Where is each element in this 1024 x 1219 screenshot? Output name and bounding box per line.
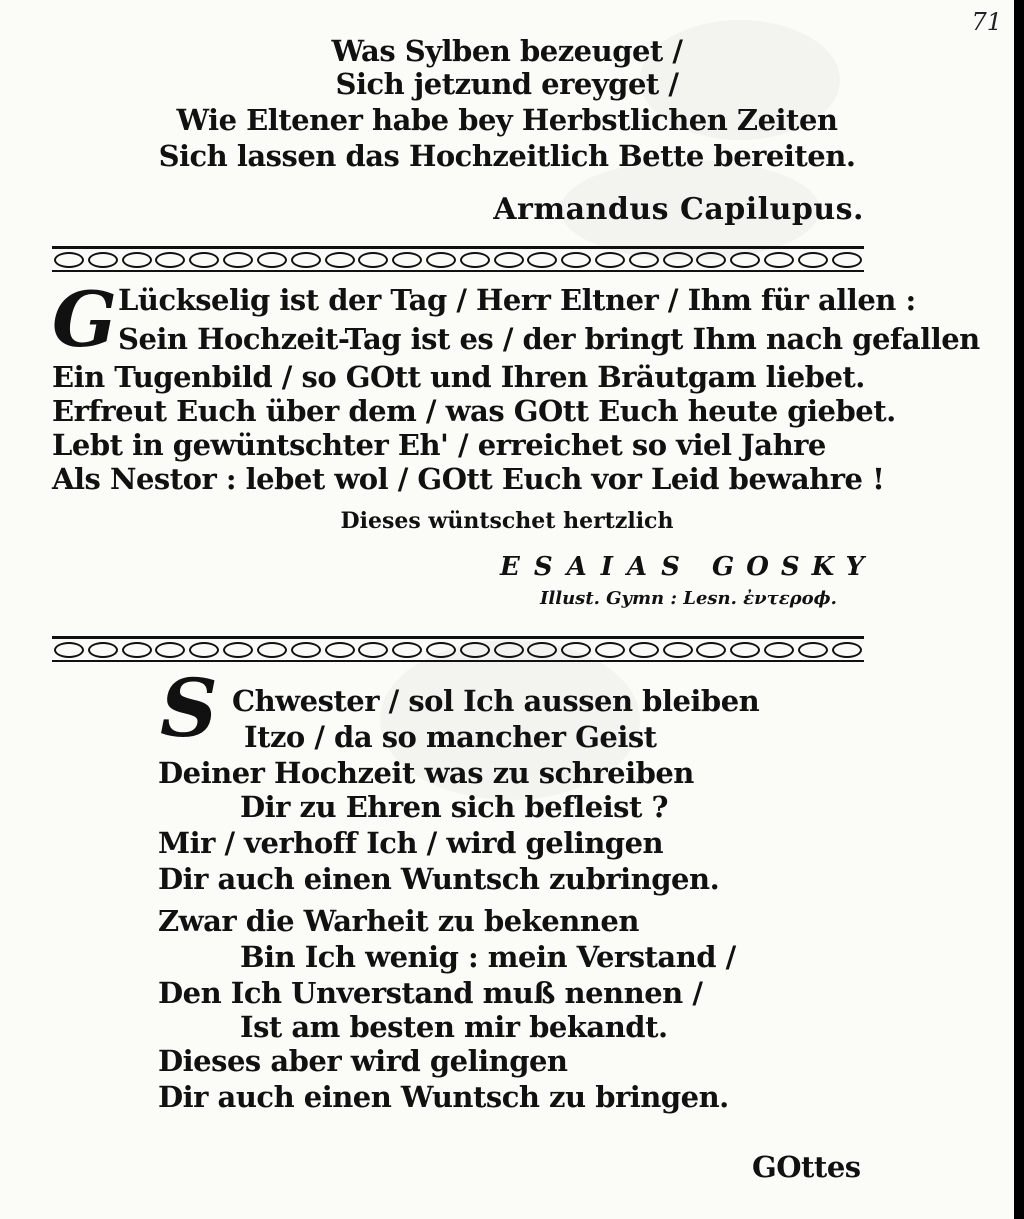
signer-first-name: ESAIAS (500, 552, 694, 582)
signer-affiliation: Illust. Gymn : Lesn. ἐντεροϕ. (540, 588, 837, 609)
stanza1-line: Sich jetzund ereyget / (335, 67, 679, 101)
signer-name (500, 552, 877, 582)
poem3-line: Den Ich Unverstand muß nennen / (158, 976, 703, 1010)
author-armandus: Armandus Capilupus. (493, 192, 864, 227)
stanza1-line: Sich lassen das Hochzeitlich Bette bereiten. (158, 139, 856, 173)
ornament-border (52, 636, 864, 662)
poem3-line: Mir / verhoff Ich / wird gelingen (158, 826, 664, 860)
stanza1-line: Was Sylben bezeuget / (331, 34, 683, 68)
page-number: 71 (971, 8, 1002, 36)
poem3-line: Dir auch einen Wuntsch zu bringen. (158, 1080, 729, 1114)
catchword: GOttes (752, 1150, 861, 1184)
poem3-line: Bin Ich wenig : mein Verstand / (240, 940, 736, 974)
poem3-line: Dir auch einen Wuntsch zubringen. (158, 862, 720, 896)
poem3-line: Itzo / da so mancher Geist (244, 720, 657, 754)
poem3-line: Zwar die Warheit zu bekennen (158, 904, 639, 938)
poem3-line: Chwester / sol Ich aussen bleiben (232, 684, 760, 718)
poem2-line: Erfreut Euch über dem / was GOtt Euch heute giebet. (52, 394, 896, 428)
dedication-wish: Dieses wüntschet hertzlich (340, 508, 674, 534)
stanza1-line: Wie Eltener habe bey Herbstlichen Zeiten (176, 103, 838, 137)
poem2-line: Lebt in gewüntschter Eh' / erreichet so viel Jahre (52, 428, 826, 462)
poem2-line: Lückselig ist der Tag / Herr Eltner / Ihm für allen : (118, 283, 916, 317)
poem3-line: Dir zu Ehren sich befleist ? (240, 790, 668, 824)
poem3-line: Dieses aber wird gelingen (158, 1044, 568, 1078)
signer-last-name: GOSKY (712, 552, 877, 582)
poem2-line: Als Nestor : lebet wol / GOtt Euch vor Leid bewahre ! (52, 462, 885, 496)
drop-cap-initial: S (160, 661, 218, 755)
poem2-line: Sein Hochzeit-Tag ist es / der bringt Ihm nach gefallen (118, 322, 980, 356)
poem2-line: Ein Tugenbild / so GOtt und Ihren Bräutgam liebet. (52, 360, 865, 394)
drop-cap-initial: G (52, 275, 117, 364)
poem3-line: Deiner Hochzeit was zu schreiben (158, 756, 694, 790)
ornament-border (52, 246, 864, 272)
poem3-line: Ist am besten mir bekandt. (240, 1010, 668, 1044)
